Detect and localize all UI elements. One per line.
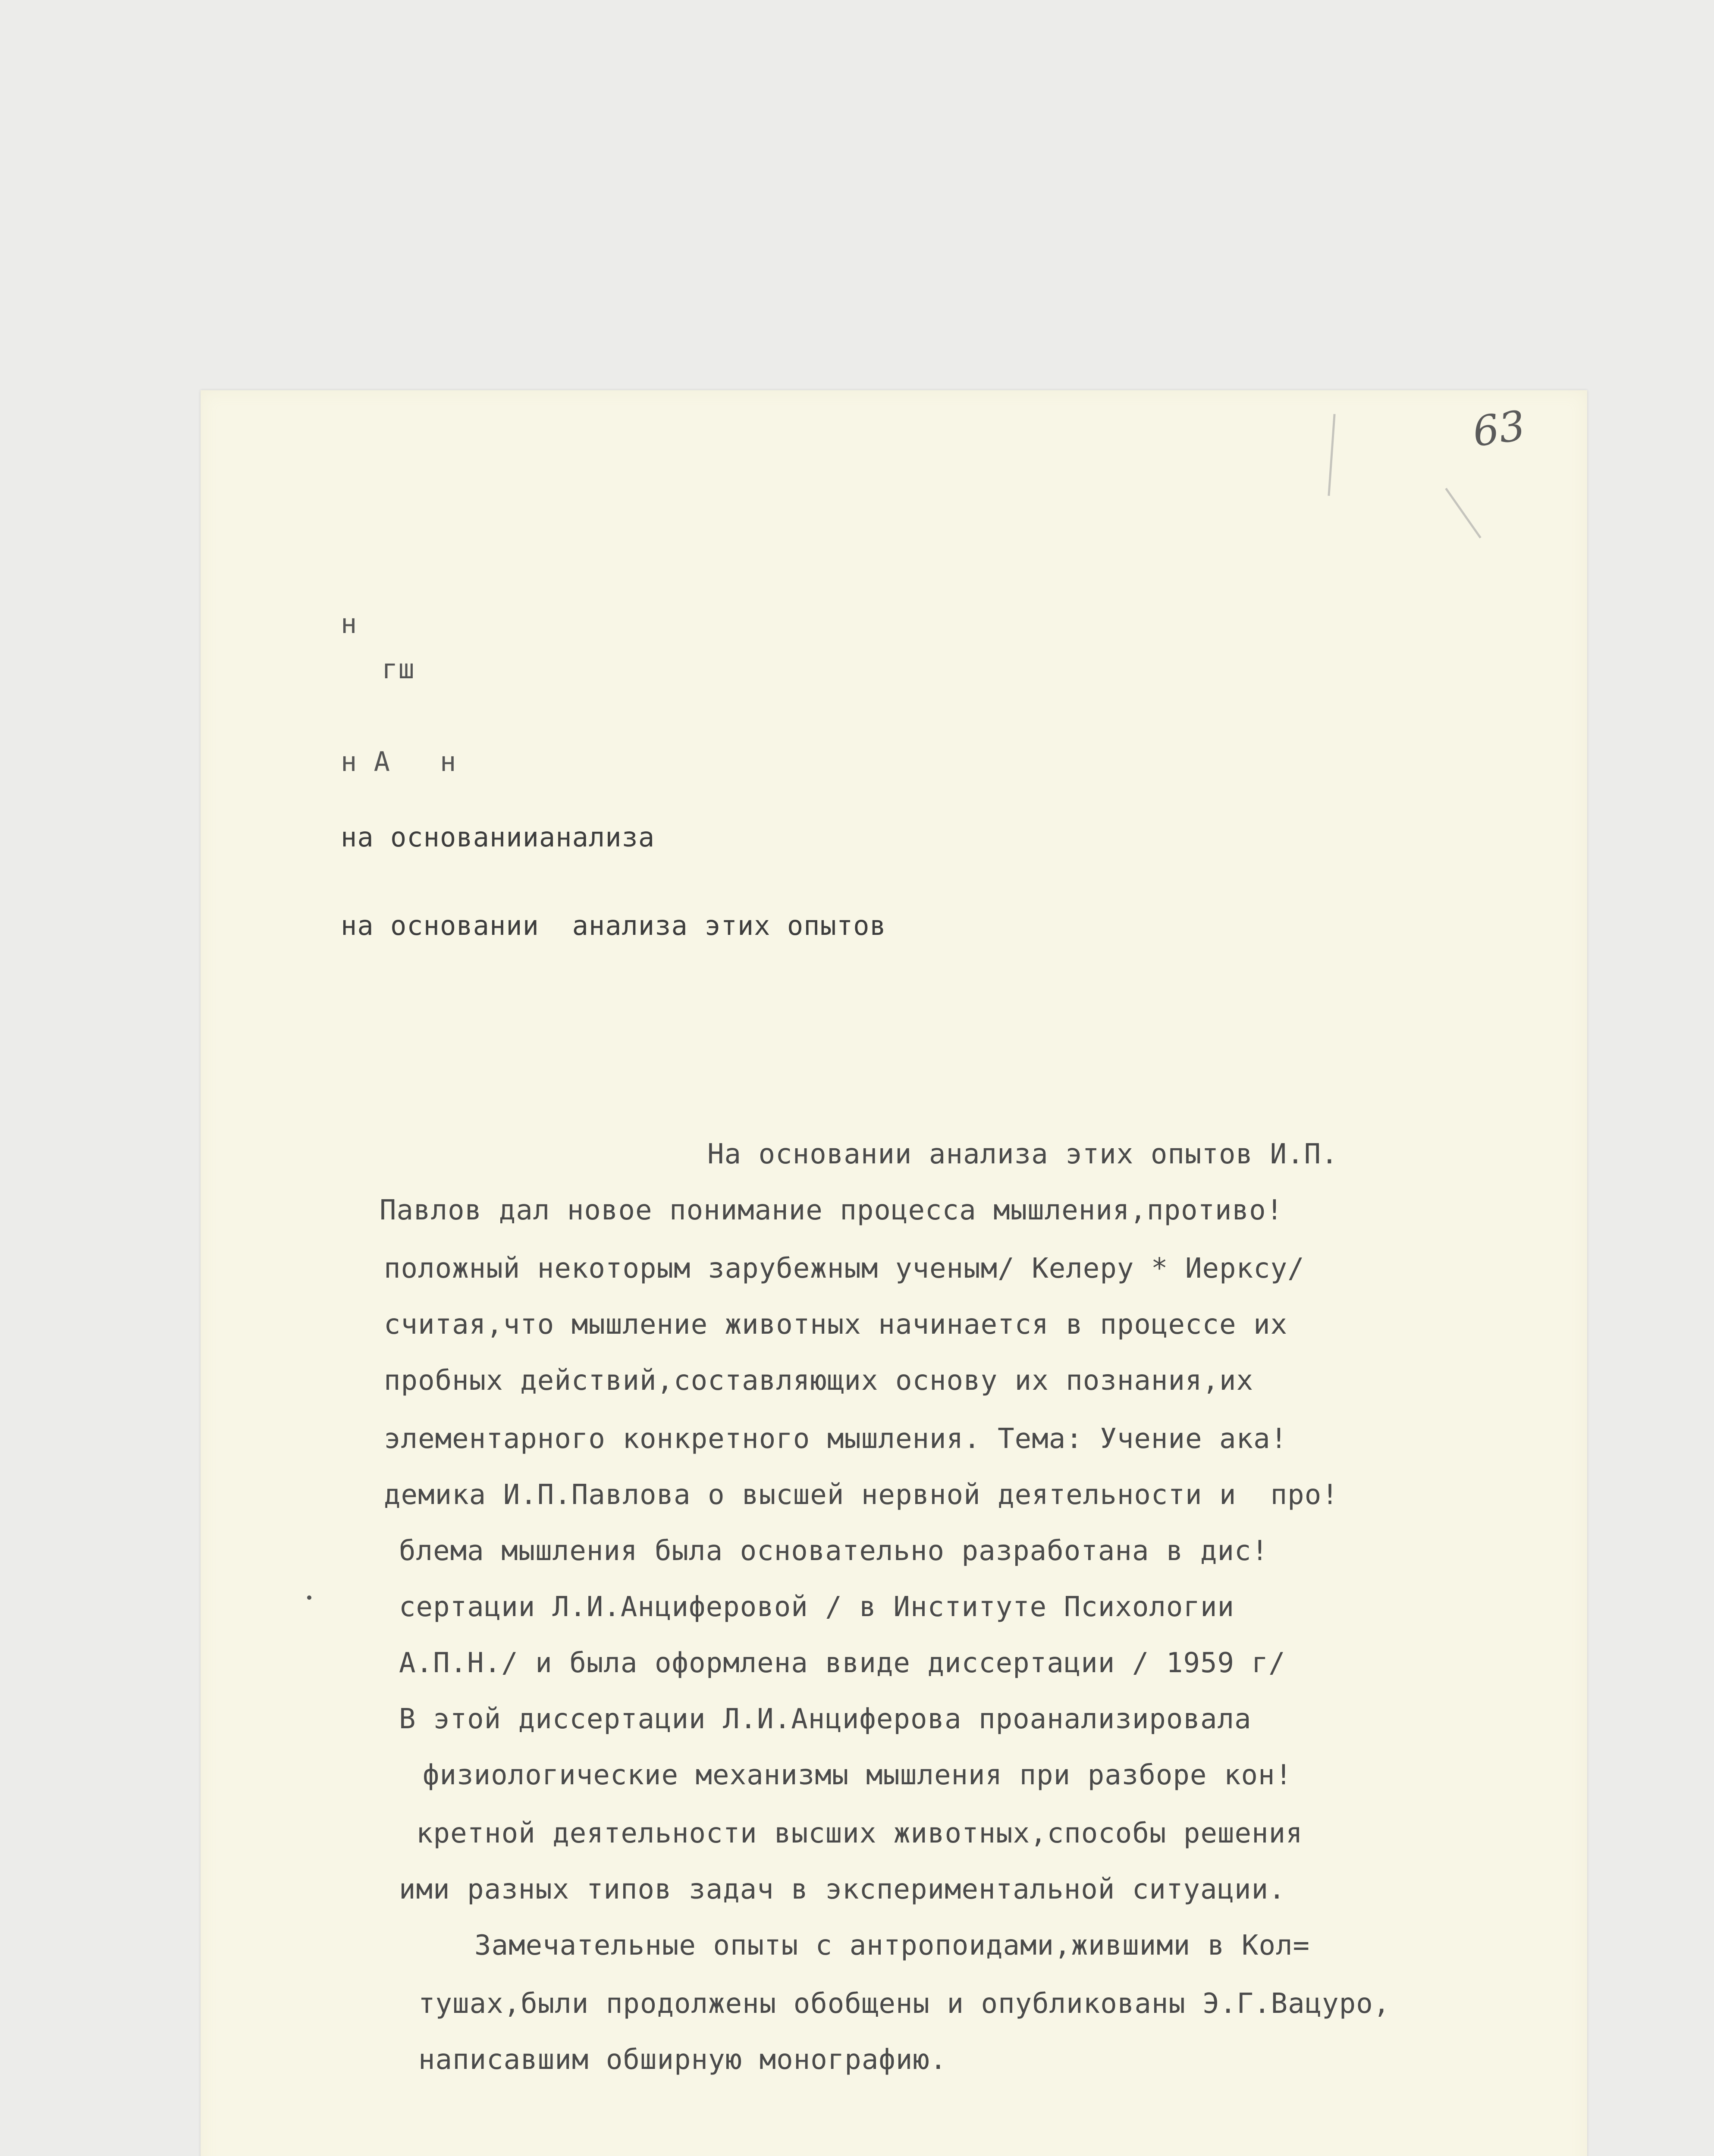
paragraph-line: В этой диссертации Л.И.Анциферова проанализировала: [399, 1703, 1252, 1735]
paragraph-line: Павлов дал новое понимание процесса мышления,противо!: [380, 1194, 1284, 1226]
paragraph-line: ими разных типов задач в экспериментальной ситуации.: [399, 1874, 1286, 1905]
paragraph-line: кретной деятельности высших животных,способы решения: [416, 1818, 1303, 1849]
page-number: 63: [1469, 402, 1528, 456]
trial-line: гш: [382, 653, 415, 685]
margin-dot: [307, 1595, 311, 1600]
paragraph-line: элементарного конкретного мышления. Тема: Учение ака!: [384, 1423, 1288, 1455]
paragraph-line: сертации Л.И.Анциферовой / в Институте Психологии: [399, 1591, 1235, 1623]
paragraph-line: положный некоторым зарубежным ученым/ Келеру * Иерксу/: [384, 1253, 1305, 1285]
trial-line: н А н: [341, 746, 457, 777]
paragraph-line: физиологические механизмы мышления при разборе кон!: [423, 1759, 1293, 1791]
paragraph-line: пробных действий,составляющих основу их познания,их: [384, 1365, 1254, 1397]
paragraph-line: тушах,были продолжены обобщены и опубликованы Э.Г.Вацуро,: [418, 1988, 1391, 2020]
paragraph-line: А.П.Н./ и была оформлена ввиде диссертации / 1959 г/: [399, 1647, 1286, 1679]
trial-line: на основаниианализа: [341, 821, 655, 853]
paragraph-line: считая,что мышление животных начинается в процессе их: [384, 1309, 1288, 1341]
paragraph-line: написавшим обширную монографию.: [418, 2044, 947, 2076]
paragraph-line: блема мышления была основательно разработана в дис!: [399, 1535, 1269, 1567]
trial-line: н: [341, 608, 358, 639]
paragraph-line: демика И.П.Павлова о высшей нервной деятельности и про!: [384, 1479, 1339, 1511]
paragraph-line: Замечательные опыты с антропоидами,жившими в Кол=: [474, 1930, 1310, 1962]
paragraph-line: На основании анализа этих опытов И.П.: [707, 1138, 1338, 1170]
trial-line: на основании анализа этих опытов: [341, 910, 886, 941]
